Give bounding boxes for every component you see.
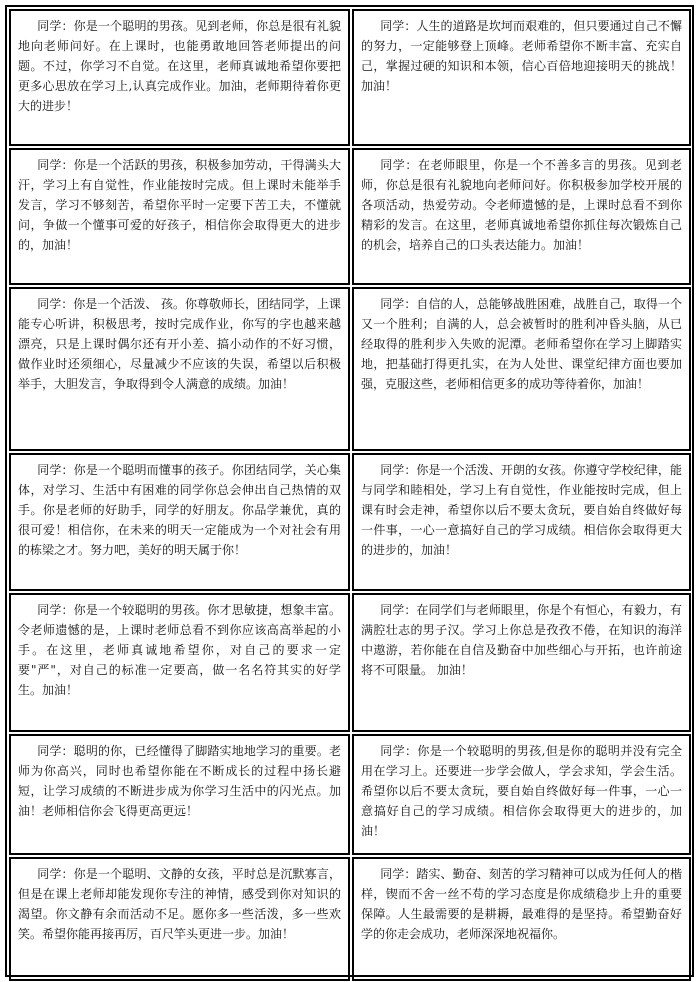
- comment-text: 同学：在同学们与老师眼里，你是个有恒心，有毅力，有满腔壮志的男子汉。学习上你总是孜孜不倦，在知识的海洋中遨游，若你能在自信及勤奋中加些细心与开拓，也许前途将不可限量。 加油！: [361, 603, 682, 677]
- comment-cell: [9, 593, 350, 732]
- comment-cell: [352, 734, 691, 855]
- comment-text: 同学：你是一个较聪明的男孩。你才思敏捷，想象丰富。令老师遗憾的是，上课时老师总看不到你应该高高举起的小手。在这里，老师真诚地希望你，对自己的要求一定要"严"，对自己的标准一定要高，做一名名符其实的好学生。加油！: [18, 603, 341, 697]
- comment-cell: [9, 734, 350, 855]
- comment-text: 同学：踏实、勤奋、刻苦的学习精神可以成为任何人的楷样，锲而不舍一丝不苟的学习态度是你成绩稳步上升的重要保障。人生最需要的是耕耨，最难得的是坚持。希望勤奋好学的你走会成功，老师深深地祝福你。: [361, 867, 682, 941]
- comment-sheet: [5, 5, 694, 977]
- comment-cell: [352, 593, 691, 732]
- comment-grid: [9, 9, 690, 973]
- comment-cell: [9, 287, 350, 451]
- comment-text: 同学：你是一个活泼、 孩。你尊敬师长，团结同学，上课能专心听讲，积极思考，按时完成作业，你写的字也越来越漂亮，只是上课时偶尔还有开小差、搞小动作的不好习惯，做作业时还须细心，尽量减少不应该的失误，希望以后积极举手，大胆发言，争取得到令人满意的成绩。加油！: [18, 297, 342, 391]
- comment-cell: [9, 857, 350, 981]
- comment-text: 同学：你是一个活跃的男孩，积极参加劳动，干得满头大汗，学习上有自觉性，作业能按时完成。但上课时未能举手发言，学习不够刻苦，希望你平时一定要下苦工夫，不懂就问，争做一个懂事可爱的好孩子，相信你会取得更大的进步的，加油！: [18, 158, 341, 252]
- comment-text: 同学：人生的道路是坎坷而艰难的，但只要通过自己不懈的努力，一定能够登上顶峰。老师希望你不断丰富、充实自己，掌握过硬的知识和本领，信心百倍地迎接明天的挑战！加油！: [361, 19, 682, 93]
- comment-cell: [9, 453, 350, 591]
- comment-cell: [352, 857, 691, 981]
- comment-text: 同学：自信的人，总能够战胜困难，战胜自己，取得一个又一个胜利；自满的人，总会被暂时的胜利冲昏头脑，从已经取得的胜利步入失败的泥潭。老师希望你在学习上脚踏实地，把基础打得更扎实，在为人处世、课堂纪律方面也要加强，克服这些，老师相信更多的成功等待着你，加油！: [361, 297, 682, 391]
- comment-cell: [9, 9, 350, 146]
- comment-cell: [352, 9, 691, 146]
- comment-cell: [352, 148, 691, 285]
- comment-text: 同学：你是一个活泼、开朗的女孩。你遵守学校纪律，能与同学和睦相处，学习上有自觉性，作业能按时完成，但上课有时会走神，希望你以后不要太贪玩，要自始自终做好每一件事，一心一意搞好自己的学习成绩。相信你会取得更大的进步的，加油！: [361, 463, 682, 557]
- comment-text: 同学：你是一个较聪明的男孩,但是你的聪明并没有完全用在学习上。还要进一步学会做人，学会求知，学会生活。希望你以后不要太贪玩，要自始自终做好每一件事，一心一意搞好自己的学习成绩。相信你会取得更大的进步的，加油！: [361, 744, 682, 838]
- comment-cell: [352, 453, 691, 591]
- comment-text: 同学：在老师眼里，你是一个不善多言的男孩。见到老师，你总是很有礼貌地向老师问好。你积极参加学校开展的各项活动，热爱劳动。令老师遗憾的是，上课时总看不到你精彩的发言。在这里，老师真诚地希望你抓住每次锻炼自己的机会，培养自己的口头表达能力。加油！: [361, 158, 682, 252]
- comment-text: 同学：你是一个聪明的男孩。见到老师，你总是很有礼貌地向老师问好。在上课时，也能勇敢地回答老师提出的问题。不过，你学习不自觉。在这里，老师真诚地希望你要把更多心思放在学习上,认真完成作业。加油，老师期待着你更大的进步！: [18, 19, 341, 113]
- comment-cell: [9, 148, 350, 285]
- comment-text: 同学：你是一个聪明、文静的女孩，平时总是沉默寡言，但是在课上老师却能发现你专注的神情，感受到你对知识的渴望。你文静有余而活动不足。愿你多一些活泼，多一些欢笑。希望你能再接再厉，百尺竿头更进一步。加油！: [18, 867, 341, 941]
- comment-text: 同学：你是一个聪明而懂事的孩子。你团结同学，关心集体，对学习、生活中有困难的同学你总会伸出自己热情的双手。你是老师的好助手，同学的好朋友。你品学兼优，真的很可爱！相信你，在未来的明天一定能成为一个对社会有用的栋梁之才。努力吧，美好的明天属于你！: [18, 463, 341, 557]
- comment-cell: [352, 287, 691, 451]
- comment-text: 同学：聪明的你，已经懂得了脚踏实地地学习的重要。老师为你高兴，同时也希望你能在不断成长的过程中扬长避短，让学习成绩的不断进步成为你学习生活中的闪光点。加油！老师相信你会飞得更高更远！: [18, 744, 341, 818]
